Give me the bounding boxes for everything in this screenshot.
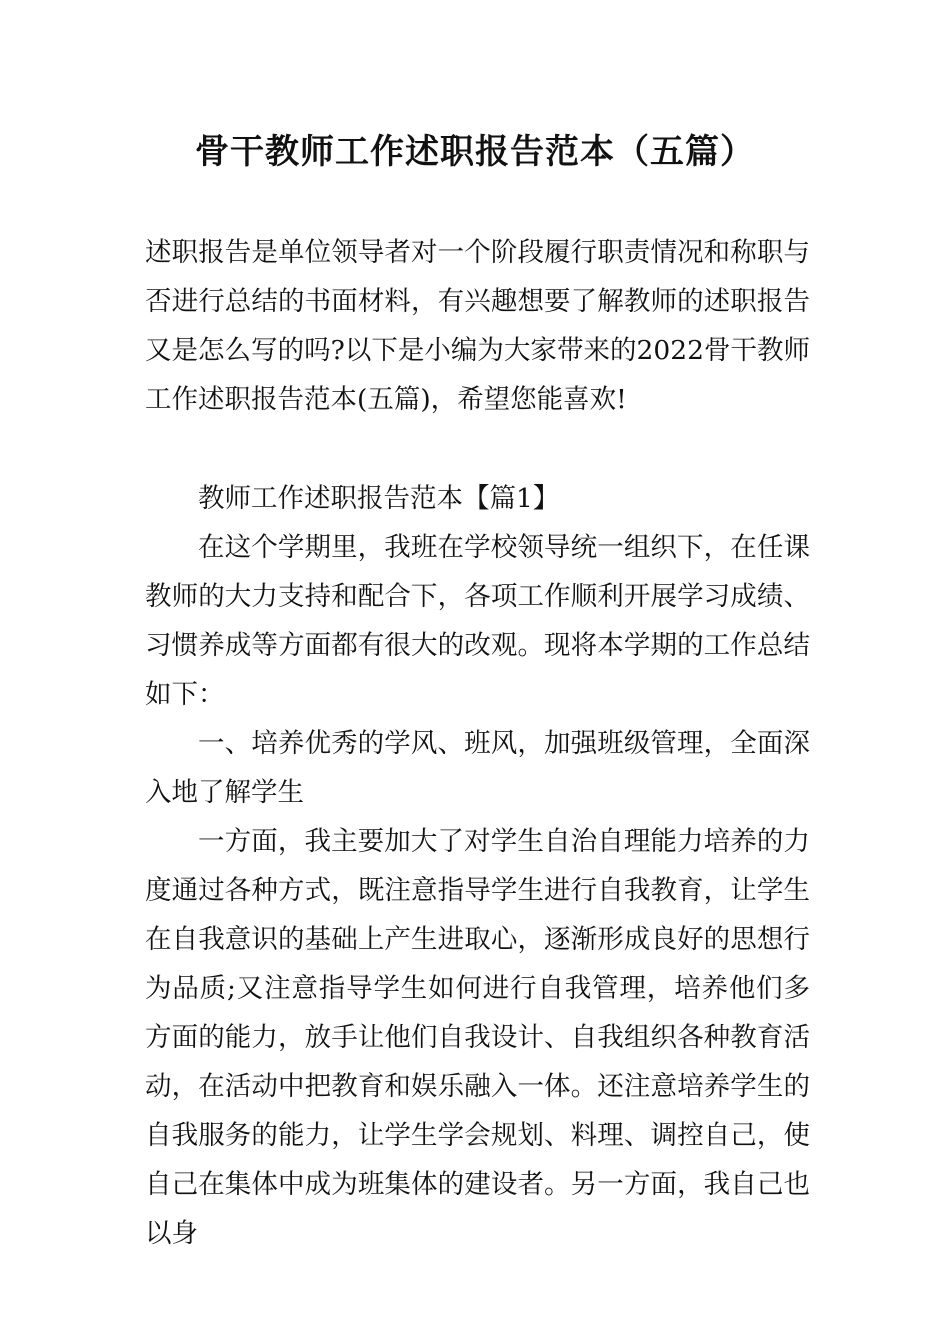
section-1 [145,474,810,1258]
intro-block [145,228,810,424]
intro-paragraph: 述职报告是单位领导者对一个阶段履行职责情况和称职与否进行总结的书面材料，有兴趣想要了解教师的述职报告又是怎么写的吗?以下是小编为大家带来的2022骨干教师工作述职报告范本(五篇)，希望您能喜欢! [145,237,810,415]
document-title: 骨干教师工作述职报告范本（五篇） [195,132,755,172]
section-heading: 教师工作述职报告范本【篇1】 [198,483,560,514]
body-paragraph: 一方面，我主要加大了对学生自治自理能力培养的力度通过各种方式，既注意指导学生进行自我教育，让学生在自我意识的基础上产生进取心，逐渐形成良好的思想行为品质;又注意指导学生如何进行自我管理，培养他们多方面的能力，放手让他们自我设计、自我组织各种教育活动，在活动中把教育和娱乐融入一体。还注意培养学生的自我服务的能力，让学生学会规划、料理、调控自己，使自己在集体中成为班集体的建设者。另一方面，我自己也以身 [145,826,810,1249]
body-paragraph: 一、培养优秀的学风、班风，加强班级管理，全面深入地了解学生 [145,728,810,808]
body-paragraph: 在这个学期里，我班在学校领导统一组织下，在任课教师的大力支持和配合下，各项工作顺利开展学习成绩、习惯养成等方面都有很大的改观。现将本学期的工作总结如下： [145,532,810,710]
